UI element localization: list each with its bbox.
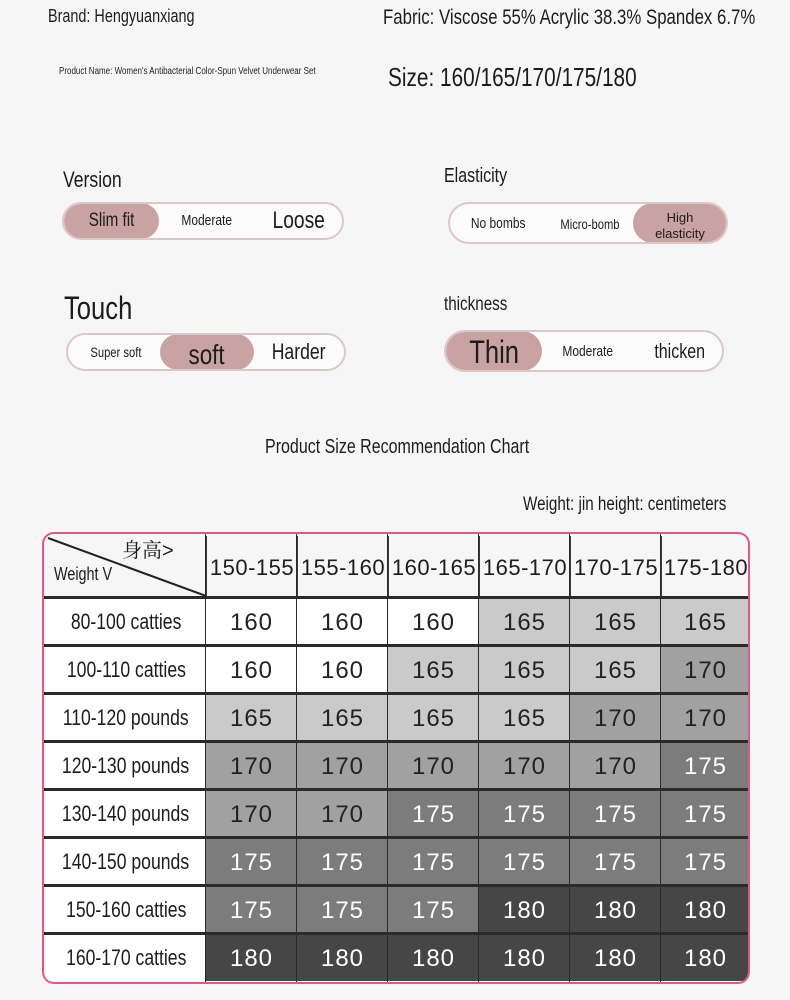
elasticity-option-micro-bomb[interactable]: Micro-bomb: [560, 216, 620, 232]
size-cell: 170: [206, 791, 297, 837]
size-label: Size: 160/165/170/175/180: [388, 62, 637, 92]
size-cell: 180: [479, 887, 570, 933]
elasticity-option-no-bombs[interactable]: No bombs: [470, 215, 526, 232]
size-cell: 175: [388, 839, 479, 885]
height-header-label: 身高>: [122, 540, 174, 562]
weight-row-label: 150-160 catties: [46, 887, 206, 933]
size-cell: 175: [570, 839, 661, 885]
size-cell: 180: [570, 935, 661, 981]
elasticity-selector[interactable]: [448, 202, 728, 244]
size-cell: 170: [570, 695, 661, 741]
column-divider: [387, 534, 388, 984]
thickness-option-moderate[interactable]: Moderate: [562, 343, 614, 360]
size-cell: 180: [661, 887, 750, 933]
size-cell: 160: [297, 599, 388, 645]
size-cell: 170: [661, 695, 750, 741]
weight-header-label: Weight V: [54, 564, 113, 584]
version-title: Version: [63, 167, 122, 192]
height-column-header: 150-155: [206, 536, 297, 596]
size-cell: 160: [388, 599, 479, 645]
version-option-slim-fit[interactable]: Slim fit: [88, 210, 135, 231]
touch-title: Touch: [64, 290, 133, 326]
size-cell: 175: [206, 887, 297, 933]
size-cell: 160: [206, 599, 297, 645]
size-cell: 160: [297, 647, 388, 693]
column-divider: [660, 534, 661, 984]
size-cell: 160: [206, 647, 297, 693]
size-cell: 175: [661, 839, 750, 885]
size-cell: 175: [479, 839, 570, 885]
weight-row-label: 100-110 catties: [46, 647, 206, 693]
size-cell: 175: [206, 839, 297, 885]
size-cell: 170: [570, 743, 661, 789]
size-cell: 170: [206, 743, 297, 789]
size-cell: 165: [388, 647, 479, 693]
size-cell: 165: [206, 695, 297, 741]
weight-row-label: 130-140 pounds: [46, 791, 206, 837]
thickness-option-thicken[interactable]: thicken: [654, 341, 706, 363]
size-cell: 175: [388, 887, 479, 933]
size-cell: 165: [479, 599, 570, 645]
touch-selector[interactable]: [66, 333, 346, 371]
size-cell: 180: [570, 887, 661, 933]
product-name-label: Product Name: Women's Antibacterial Color-Spun Velvet Underwear Set: [59, 66, 316, 77]
size-cell: 175: [297, 887, 388, 933]
size-cell: 165: [479, 647, 570, 693]
size-cell: 180: [661, 935, 750, 981]
brand-label: Brand: Hengyuanxiang: [48, 6, 195, 26]
size-cell: 165: [388, 695, 479, 741]
size-cell: 165: [570, 647, 661, 693]
size-cell: 165: [479, 695, 570, 741]
size-cell: 165: [297, 695, 388, 741]
elasticity-option-high-elasticity[interactable]: High elasticity: [655, 210, 705, 241]
thickness-selector[interactable]: [444, 330, 724, 372]
weight-row-label: 140-150 pounds: [46, 839, 206, 885]
size-cell: 165: [661, 599, 750, 645]
column-divider: [296, 534, 297, 984]
elasticity-title: Elasticity: [444, 165, 508, 187]
size-cell: 165: [570, 599, 661, 645]
thickness-option-thin[interactable]: Thin: [469, 334, 519, 370]
version-selector[interactable]: [62, 202, 344, 240]
size-cell: 175: [388, 791, 479, 837]
size-cell: 170: [479, 743, 570, 789]
column-divider: [478, 534, 479, 984]
column-divider: [569, 534, 570, 984]
size-cell: 175: [570, 791, 661, 837]
size-cell: 175: [661, 791, 750, 837]
size-cell: 175: [297, 839, 388, 885]
version-option-loose[interactable]: Loose: [272, 207, 326, 234]
touch-option-soft[interactable]: soft: [188, 339, 226, 370]
version-option-moderate[interactable]: Moderate: [181, 212, 232, 229]
height-column-header: 165-170: [479, 536, 570, 596]
touch-option-super-soft[interactable]: Super soft: [90, 344, 142, 360]
height-column-header: 170-175: [570, 536, 661, 596]
size-cell: 170: [388, 743, 479, 789]
height-column-header: 155-160: [297, 536, 388, 596]
weight-row-label: 160-170 catties: [46, 935, 206, 981]
weight-row-label: 120-130 pounds: [46, 743, 206, 789]
touch-option-harder[interactable]: Harder: [272, 339, 326, 364]
height-column-header: 160-165: [388, 536, 479, 596]
size-cell: 170: [297, 743, 388, 789]
size-cell: 175: [479, 791, 570, 837]
size-cell: 180: [388, 935, 479, 981]
column-divider: [205, 534, 206, 984]
size-cell: 180: [297, 935, 388, 981]
height-column-header: 175-180: [661, 536, 750, 596]
fabric-label: Fabric: Viscose 55% Acrylic 38.3% Spandex 6.7%: [383, 6, 756, 29]
size-recommendation-table: [42, 532, 750, 984]
size-cell: 170: [297, 791, 388, 837]
weight-row-label: 80-100 catties: [46, 599, 206, 645]
size-chart-title: Product Size Recommendation Chart: [265, 436, 530, 458]
units-label: Weight: jin height: centimeters: [523, 494, 727, 515]
size-cell: 180: [479, 935, 570, 981]
thickness-title: thickness: [444, 294, 508, 315]
size-cell: 175: [661, 743, 750, 789]
size-cell: 180: [206, 935, 297, 981]
size-cell: 170: [661, 647, 750, 693]
weight-row-label: 110-120 pounds: [46, 695, 206, 741]
